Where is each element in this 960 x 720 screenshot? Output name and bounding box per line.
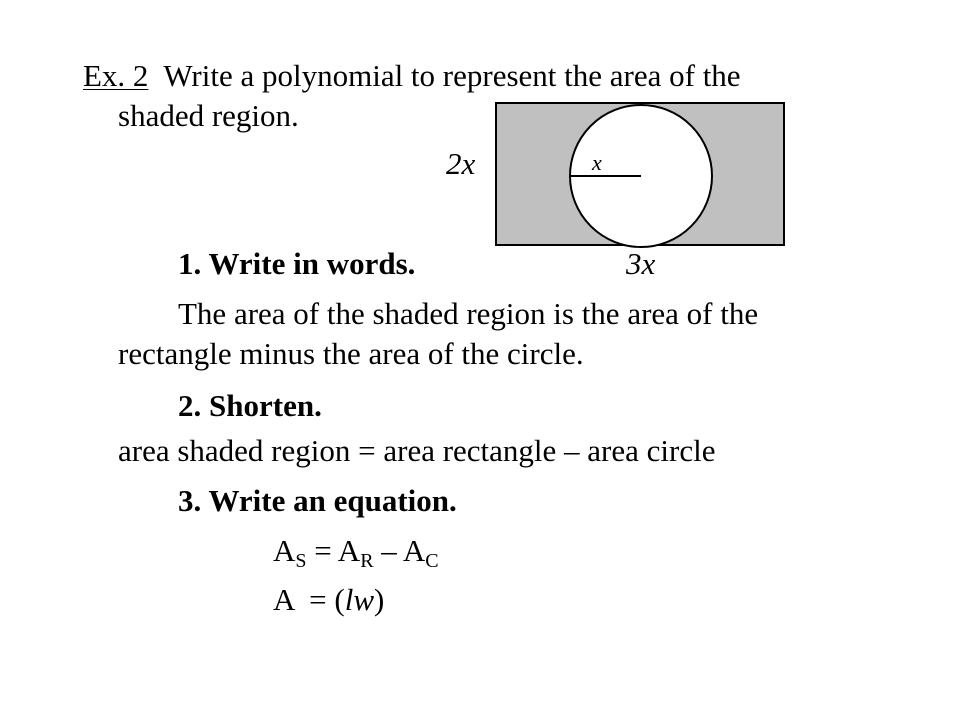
- width-label: 3x: [626, 246, 656, 281]
- shaded-region-figure: [495, 102, 787, 248]
- eq-symbol-a: A: [273, 533, 296, 568]
- example-label: Ex. 2: [83, 58, 149, 93]
- height-label: 2x: [446, 146, 476, 181]
- example-heading: [83, 58, 741, 94]
- step-1-body-line-1: The area of the shaded region is the area of the: [178, 296, 759, 331]
- eq2-prefix: A = (: [273, 582, 345, 617]
- step-2-title: 2. Shorten.: [178, 388, 322, 423]
- step-2-body: area shaded region = area rectangle – area circle: [118, 433, 716, 468]
- equation-rectangle-area: [273, 582, 384, 618]
- eq-subscript-c: C: [425, 550, 439, 572]
- heading-text-continued: shaded region.: [118, 98, 299, 133]
- step-1-body-line-2: rectangle minus the area of the circle.: [118, 336, 584, 371]
- eq2-suffix: ): [374, 582, 385, 617]
- eq-minus-a: – A: [373, 533, 426, 568]
- eq2-variable: lw: [344, 582, 375, 617]
- equation-area-difference: [273, 533, 439, 572]
- eq-subscript-r: R: [360, 550, 374, 572]
- radius-label: x: [592, 150, 602, 175]
- step-3-title: 3. Write an equation.: [178, 483, 457, 518]
- eq-equals-a: = A: [306, 533, 361, 568]
- eq-subscript-s: S: [295, 550, 307, 572]
- heading-text: Write a polynomial to represent the area of the: [163, 58, 741, 93]
- step-1-title: 1. Write in words.: [178, 246, 416, 281]
